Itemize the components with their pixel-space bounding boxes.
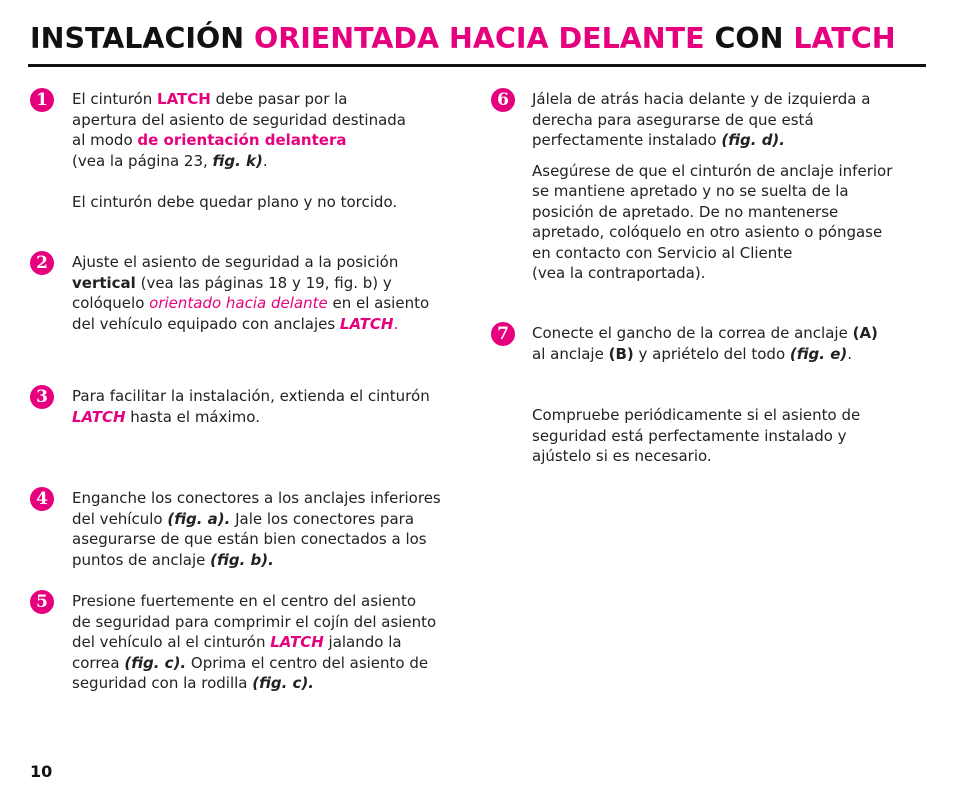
fig-ref: (fig. b). bbox=[210, 550, 274, 569]
text-run: (vea la página 23, bbox=[72, 151, 213, 170]
text-run: en el asiento bbox=[327, 294, 430, 312]
text-run: puntos de anclaje bbox=[72, 550, 211, 569]
text-run: del vehículo equipado con anclajes bbox=[72, 314, 340, 333]
text-line: posición de apretado. De no mantenerse bbox=[532, 202, 839, 221]
text-run: colóquelo bbox=[72, 294, 150, 312]
text-run: . bbox=[393, 314, 399, 333]
step-5-badge: 5 bbox=[30, 590, 54, 614]
step-6-badge: 6 bbox=[491, 88, 515, 112]
text-run: seguridad con la rodilla bbox=[72, 674, 253, 692]
title-part4: LATCH bbox=[793, 22, 896, 55]
bold-term: (B) bbox=[608, 344, 634, 363]
text-line: Jálela de atrás hacia delante y de izquierda a bbox=[532, 90, 871, 108]
fig-ref: (fig. e) bbox=[789, 344, 848, 363]
text-line: de seguridad para comprimir el cojín del asiento bbox=[72, 612, 437, 631]
title-part1: INSTALACIÓN bbox=[30, 22, 255, 55]
text-run: . bbox=[847, 344, 853, 363]
latch-term: LATCH bbox=[270, 633, 324, 651]
fig-ref: (fig. a). bbox=[167, 509, 231, 528]
text-run: al anclaje bbox=[532, 344, 609, 363]
text-run: jalando la bbox=[323, 633, 402, 651]
step-1-text bbox=[72, 89, 406, 212]
step-3-text bbox=[72, 386, 430, 427]
text-line: (vea la contraportada). bbox=[532, 264, 706, 282]
step-3-badge: 3 bbox=[30, 385, 54, 409]
text-run: correa bbox=[72, 653, 125, 672]
text-run: al modo bbox=[72, 131, 138, 149]
fig-ref: (fig. d). bbox=[721, 131, 785, 149]
text-run: Jale los conectores para bbox=[230, 509, 415, 528]
highlight-term: orientado hacia delante bbox=[149, 294, 328, 312]
step-7-text bbox=[532, 323, 878, 467]
text-line: ajústelo si es necesario. bbox=[532, 447, 712, 465]
text-line: Presione fuertemente en el centro del asiento bbox=[72, 592, 416, 610]
bold-term: vertical bbox=[72, 273, 136, 292]
text-run: . bbox=[262, 151, 268, 170]
text-line: derecha para asegurarse de que está bbox=[532, 110, 814, 129]
text-line: Enganche los conectores a los anclajes inferiores bbox=[72, 489, 441, 507]
step-2-text bbox=[72, 252, 429, 334]
step-5-text bbox=[72, 591, 436, 694]
step-1-badge: 1 bbox=[30, 88, 54, 112]
title-rule bbox=[28, 64, 926, 67]
step-4-badge: 4 bbox=[30, 487, 54, 511]
text-line: apertura del asiento de seguridad destinada bbox=[72, 110, 406, 129]
text-run: El cinturón bbox=[72, 90, 158, 108]
step-6-text bbox=[532, 89, 892, 284]
text-run: Conecte el gancho de la correa de anclaje bbox=[532, 324, 853, 342]
text-run: y apriételo del todo bbox=[633, 344, 790, 363]
text-run: debe pasar por la bbox=[210, 90, 348, 108]
step-7-badge: 7 bbox=[491, 322, 515, 346]
text-run: hasta el máximo. bbox=[125, 407, 260, 426]
text-run: Oprima el centro del asiento de bbox=[186, 653, 429, 672]
text-line: El cinturón debe quedar plano y no torcido. bbox=[72, 192, 398, 211]
text-line: Para facilitar la instalación, extienda el cinturón bbox=[72, 387, 430, 405]
latch-term: LATCH bbox=[72, 407, 126, 426]
text-line: Compruebe periódicamente si el asiento de bbox=[532, 406, 861, 424]
text-line: se mantiene apretado y no se suelta de la bbox=[532, 182, 849, 200]
text-line: en contacto con Servicio al Cliente bbox=[532, 243, 793, 262]
text-run: (vea las páginas 18 y 19, fig. b) y bbox=[135, 273, 392, 292]
title-part2: ORIENTADA HACIA DELANTE bbox=[254, 22, 705, 55]
text-run: del vehículo al el cinturón bbox=[72, 633, 271, 651]
page-title bbox=[30, 22, 896, 55]
title-part3: CON bbox=[704, 22, 794, 55]
text-run: del vehículo bbox=[72, 509, 168, 528]
highlight-term: de orientación delantera bbox=[137, 131, 347, 149]
page-number: 10 bbox=[30, 762, 53, 781]
text-run: perfectamente instalado bbox=[532, 131, 722, 149]
text-line: apretado, colóquelo en otro asiento o póngase bbox=[532, 223, 883, 241]
latch-term: LATCH bbox=[157, 90, 211, 108]
bold-term: (A) bbox=[852, 324, 878, 342]
latch-term: LATCH bbox=[339, 314, 394, 333]
fig-ref: (fig. c). bbox=[252, 674, 314, 692]
text-line: seguridad está perfectamente instalado y bbox=[532, 426, 847, 445]
text-line: Ajuste el asiento de seguridad a la posición bbox=[72, 253, 399, 271]
fig-ref: (fig. c). bbox=[124, 653, 187, 672]
step-2-badge: 2 bbox=[30, 251, 54, 275]
text-line: asegurarse de que están bien conectados a los bbox=[72, 530, 427, 548]
step-4-text bbox=[72, 488, 441, 570]
fig-ref: fig. k) bbox=[212, 151, 263, 170]
text-line: Asegúrese de que el cinturón de anclaje inferior bbox=[532, 161, 893, 180]
